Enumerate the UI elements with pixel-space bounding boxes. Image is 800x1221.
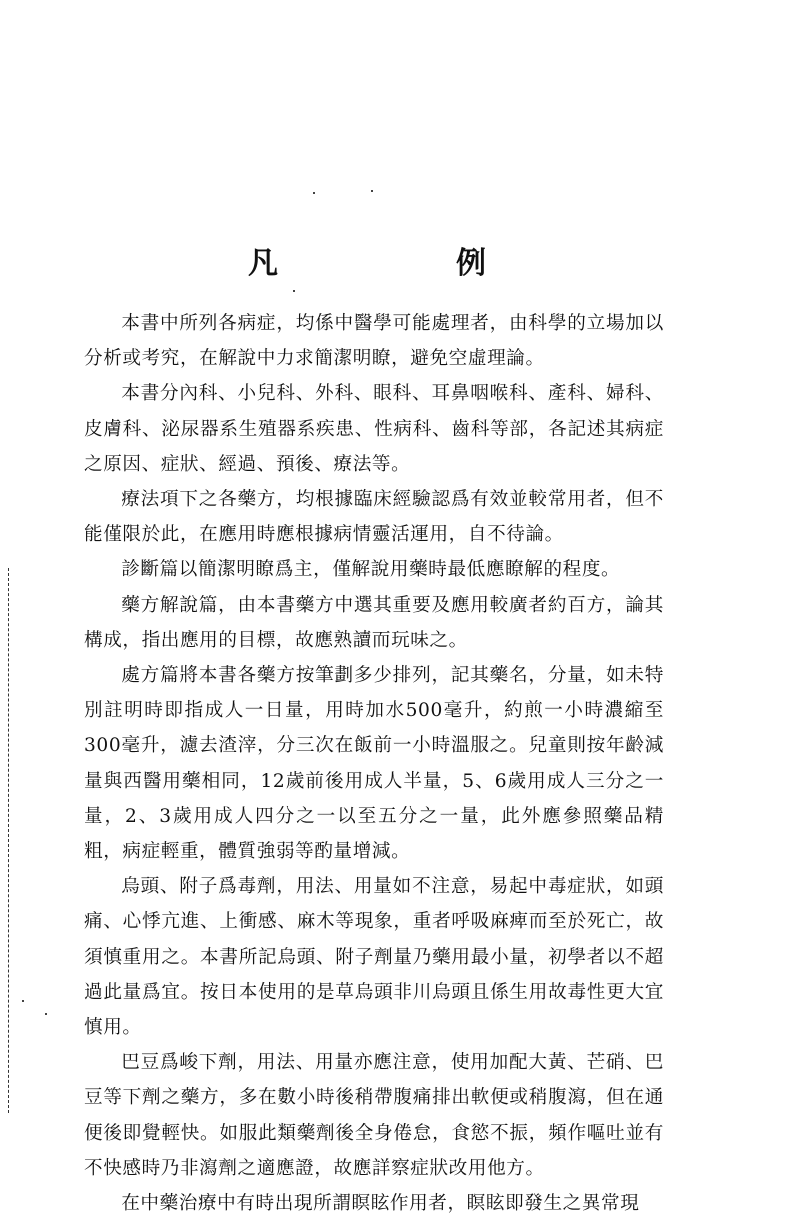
paragraph: 巴豆爲峻下劑，用法、用量亦應注意，使用加配大黃、芒硝、巴豆等下劑之藥方，多在數小時後稍帶腹痛排出軟便或稍腹瀉，但在通便後即覺輕快。如服此類藥劑後全身倦怠，食慾不振，頻作嘔吐並有不快感時乃非瀉劑之適應證，故應詳察症狀改用他方。 xyxy=(84,1052,664,1179)
paragraph: 藥方解說篇，由本書藥方中選其重要及應用較廣者約百方，論其構成，指出應用的目標，故應熟讀而玩味之。 xyxy=(84,594,664,651)
scan-speck xyxy=(45,1013,47,1015)
scan-speck xyxy=(371,190,373,192)
scan-speck xyxy=(313,192,315,194)
body-text xyxy=(84,306,664,1221)
paragraph: 本書中所列各病症，均係中醫學可能處理者，由科學的立場加以分析或考究，在解說中力求簡潔明瞭，避免空虛理論。 xyxy=(84,313,664,370)
paragraph: 本書分內科、小兒科、外科、眼科、耳鼻咽喉科、產科、婦科、皮膚科、泌尿器系生殖器系疾患、性病科、齒科等部，各記述其病症之原因、症狀、經過、預後、療法等。 xyxy=(84,383,664,475)
paragraph: 在中藥治療中有時出現所謂瞑眩作用者，瞑眩即發生之異常現 xyxy=(121,1193,640,1215)
paragraph: 處方篇將本書各藥方按筆劃多少排列，記其藥名，分量，如未特別註明時即指成人一日量，用時加水500毫升，約煎一小時濃縮至300毫升，濾去渣滓，分三次在飯前一小時溫服之。兒童則按年齡減量與西醫用藥相同，12歲前後用成人半量，5、6歲用成人三分之一量，2、3歲用成人四分之一以至五分之一量，此外應參照藥品精粗，病症輕重，體質強弱等酌量增減。 xyxy=(84,665,664,863)
paragraph: 烏頭、附子爲毒劑，用法、用量如不注意，易起中毒症狀，如頭痛、心悸亢進、上衝感、麻木等現象，重者呼吸麻痺而至於死亡，故須慎重用之。本書所記烏頭、附子劑量乃藥用最小量，初學者以不超過此量爲宜。按日本使用的是草烏頭非川烏頭且係生用故毒性更大宜慎用。 xyxy=(84,876,664,1039)
scan-speck xyxy=(293,290,295,292)
title-char-1: 凡 xyxy=(248,246,278,281)
page-title xyxy=(0,238,800,281)
scan-margin-line xyxy=(8,568,9,1113)
paragraph: 診斷篇以簡潔明瞭爲主，僅解說用藥時最低應瞭解的程度。 xyxy=(121,559,621,581)
title-char-2: 例 xyxy=(456,246,486,281)
paragraph: 療法項下之各藥方，均根據臨床經驗認爲有效並較常用者，但不能僅限於此，在應用時應根據病情靈活運用，自不待論。 xyxy=(84,489,664,546)
scan-speck xyxy=(22,1000,24,1002)
